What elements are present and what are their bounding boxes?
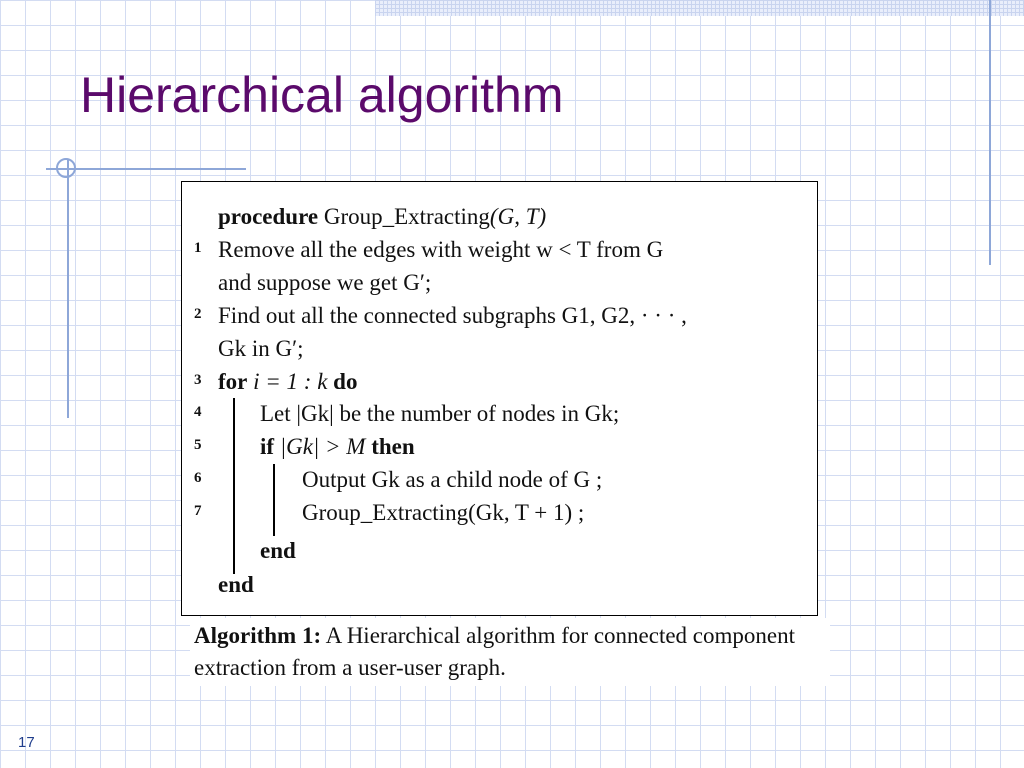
caption-text: A Hierarchical algorithm for connected component extraction from a user-user graph. (194, 623, 796, 680)
decorative-vertical-line (67, 160, 69, 418)
procedure-name: Group_Extracting (323, 204, 490, 229)
if-keyword: if (260, 434, 275, 459)
end-keyword: end (260, 538, 296, 563)
algorithm-line: Remove all the edges with weight w < T from G (218, 237, 664, 262)
line-number: 3 (194, 372, 202, 388)
for-range: i = 1 : k (253, 369, 328, 394)
algorithm-line: Group_Extracting(Gk, T + 1) ; (302, 500, 585, 525)
procedure-keyword: procedure (218, 204, 319, 229)
end-keyword: end (218, 572, 254, 597)
decorative-circle (56, 158, 76, 178)
top-pattern-band (375, 0, 1024, 16)
procedure-args: (G, T) (489, 204, 547, 229)
right-decorative-line (989, 0, 991, 265)
algorithm-line: and suppose we get G′; (218, 270, 432, 295)
if-indent-bar (273, 464, 275, 536)
caption-label: Algorithm 1: (194, 623, 322, 648)
loop-indent-bar (233, 398, 235, 574)
page-number: 17 (18, 734, 35, 751)
algorithm-line: Output Gk as a child node of G ; (302, 467, 603, 492)
line-number: 1 (194, 240, 202, 256)
for-keyword: for (218, 369, 248, 394)
line-number: 7 (194, 503, 202, 519)
algorithm-caption (190, 618, 830, 686)
algorithm-box (181, 181, 818, 616)
procedure-header (218, 204, 546, 230)
algorithm-line: Gk in G′; (218, 336, 304, 361)
slide-title: Hierarchical algorithm (80, 67, 564, 123)
line-number: 5 (194, 437, 202, 453)
if-condition: |Gk| > M (279, 434, 366, 459)
then-keyword: then (371, 434, 415, 459)
algorithm-line (260, 434, 415, 460)
algorithm-line: Let |Gk| be the number of nodes in Gk; (260, 401, 620, 426)
line-number: 2 (194, 306, 202, 322)
line-number: 4 (194, 404, 202, 420)
decorative-horizontal-line (46, 168, 246, 170)
line-number: 6 (194, 470, 202, 486)
algorithm-line: Find out all the connected subgraphs G1, G2, · · · , (218, 303, 687, 328)
algorithm-line (218, 369, 357, 395)
do-keyword: do (333, 369, 358, 394)
